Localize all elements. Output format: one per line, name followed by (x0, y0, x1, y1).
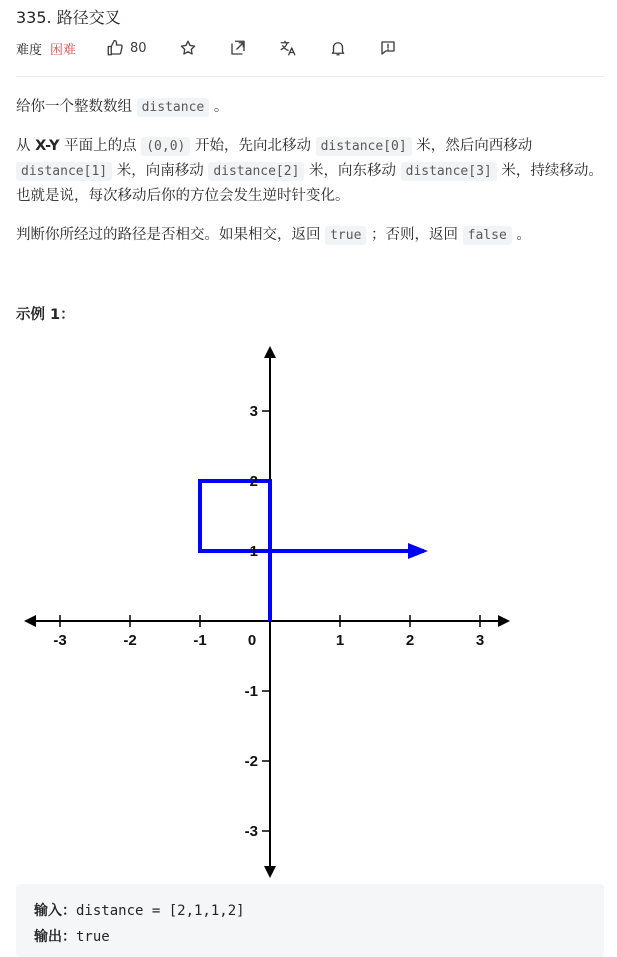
text: ；否则，返回 (366, 227, 463, 243)
bell-icon (329, 39, 347, 57)
input-label: 输入： (34, 903, 76, 919)
text: 米，然后向西移动 (411, 138, 533, 154)
inline-code: distance[2] (208, 162, 304, 181)
y-axis-arrow-down (264, 866, 276, 878)
feedback-button[interactable] (379, 37, 397, 59)
problem-title: 335. 路径交叉 (16, 8, 121, 27)
difficulty-label: 难度 (16, 42, 43, 58)
problem-meta-bar (16, 37, 397, 59)
translate-button[interactable] (279, 37, 297, 59)
difficulty-badge: 困难 (50, 42, 77, 58)
description-paragraph (16, 223, 606, 248)
star-icon (179, 39, 197, 57)
inline-code: distance[3] (401, 162, 497, 181)
x-tick-label: 3 (475, 632, 485, 649)
description-paragraph (16, 134, 606, 208)
text: 。 (511, 227, 531, 243)
path-arrowhead (408, 543, 428, 559)
x-tick-label: 2 (405, 632, 415, 649)
y-axis-arrow-up (264, 346, 276, 358)
y-tick-label: -2 (244, 753, 258, 770)
bold-text: X-Y (35, 138, 60, 154)
text: 米，向南移动 (112, 163, 209, 179)
x-tick-label: -2 (123, 632, 137, 649)
translate-icon (279, 39, 297, 57)
y-tick-label: 2 (249, 473, 258, 490)
inline-code: true (325, 226, 366, 245)
x-tick-label: -1 (193, 632, 207, 649)
text: 给你一个整数数组 (16, 99, 137, 115)
share-icon (229, 39, 247, 57)
like-count: 80 (130, 40, 147, 56)
like-button[interactable] (106, 37, 147, 59)
inline-code: distance (137, 98, 210, 117)
y-tick-label: 1 (249, 543, 258, 560)
x-tick-label: 1 (335, 632, 345, 649)
notification-button[interactable] (329, 37, 347, 59)
share-button[interactable] (229, 37, 247, 59)
x-axis-arrow-left (24, 615, 36, 627)
inline-code: false (463, 226, 512, 245)
path-figure (0, 340, 617, 880)
text: 米，持续移动。也就是说，每次移动后你的方位会发生逆时针变化。 (16, 163, 603, 204)
y-tick-label: 3 (249, 403, 258, 420)
inline-code: (0,0) (141, 137, 190, 156)
example-heading: 示例 1： (16, 307, 75, 323)
output-label: 输出： (34, 929, 76, 945)
text: 开始，先向北移动 (190, 138, 316, 154)
description-paragraph (16, 95, 606, 120)
text: 平面上的点 (59, 138, 142, 154)
y-tick-label: -3 (244, 823, 258, 840)
y-tick-label: -1 (244, 683, 258, 700)
path-line (200, 481, 424, 621)
text: 判断你所经过的路径是否相交。如果相交，返回 (16, 227, 326, 243)
inline-code: distance[0] (316, 137, 412, 156)
example-input-line (34, 900, 245, 920)
text: 。 (209, 99, 229, 115)
example-block (16, 884, 604, 957)
x-axis-arrow-right (498, 615, 510, 627)
favorite-button[interactable] (179, 37, 197, 59)
output-value: true (76, 929, 110, 945)
x-tick-label: 0 (247, 632, 257, 649)
inline-code: distance[1] (16, 162, 112, 181)
thumbs-up-icon (106, 39, 124, 57)
feedback-icon (379, 39, 397, 57)
text: 米，向东移动 (304, 163, 401, 179)
text: 从 (16, 138, 36, 154)
example-output-line (34, 926, 110, 946)
input-value: distance = [2,1,1,2] (76, 903, 245, 919)
divider (16, 76, 604, 77)
x-tick-label: -3 (53, 632, 67, 649)
